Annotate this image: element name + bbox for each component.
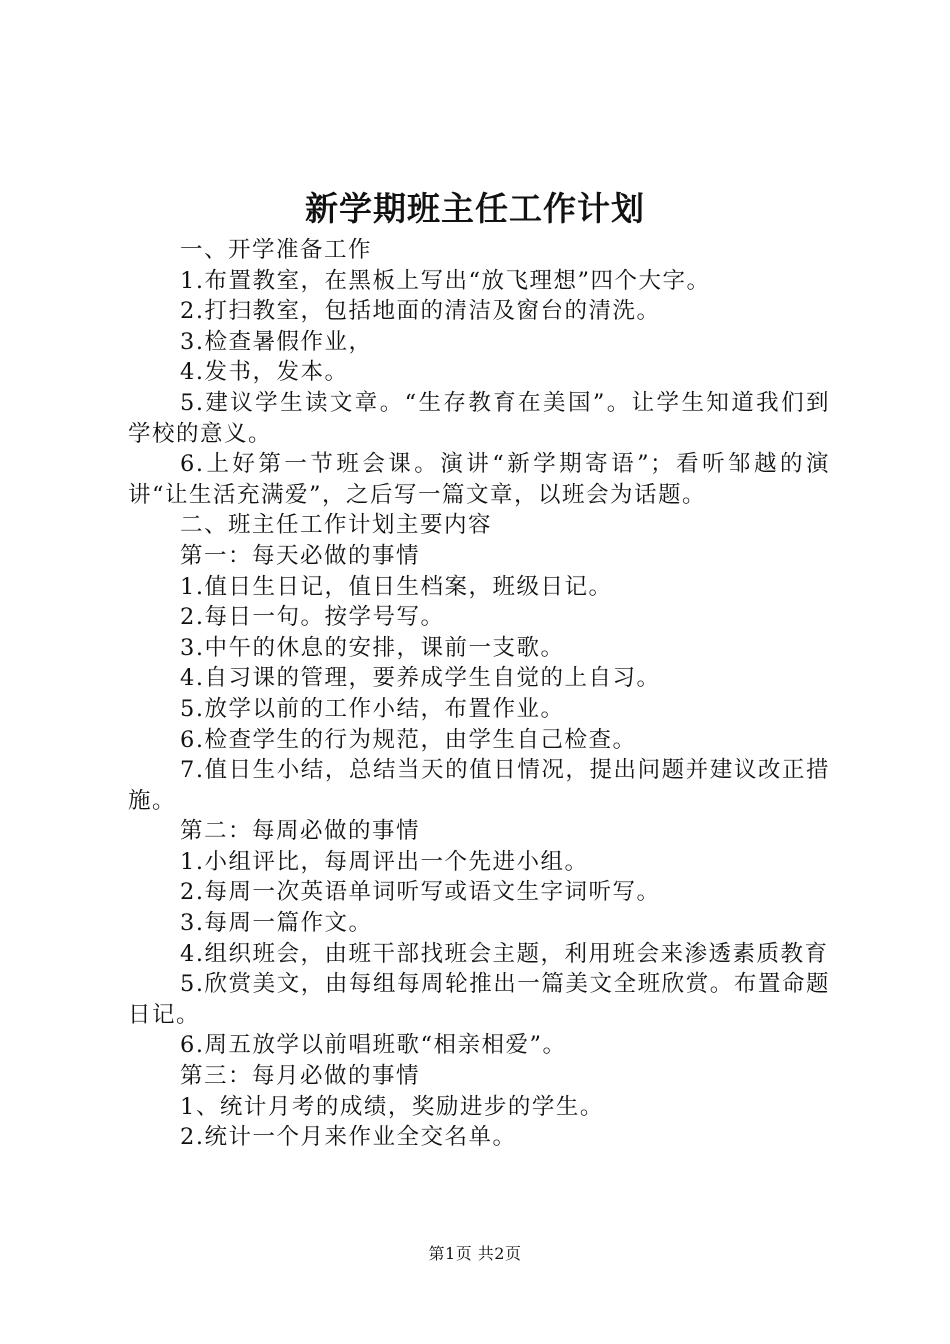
list-item: 4.自习课的管理，要养成学生自觉的上自习。 — [180, 665, 661, 692]
list-item: 1.小组评比，每周评出一个先进小组。 — [180, 848, 589, 875]
list-item: 4.发书，发本。 — [180, 359, 349, 386]
list-item: 1.值日生日记，值日生档案，班级日记。 — [180, 573, 613, 600]
list-item: 2.每周一次英语单词听写或语文生字词听写。 — [180, 879, 661, 906]
list-item: 2.打扫教室，包括地面的清洁及窗台的清洗。 — [180, 298, 661, 325]
subsection-heading: 第一：每天必做的事情 — [180, 542, 421, 569]
list-item: 3.每周一篇作文。 — [180, 910, 373, 937]
list-item: 5.建议学生读文章。“生存教育在美国”。让学生知道我们到学校的意义。 — [128, 389, 830, 447]
list-item: 4.组织班会，由班干部找班会主题，利用班会来渗透素质教育 — [180, 940, 829, 967]
list-item: 5.放学以前的工作小结，布置作业。 — [180, 695, 565, 722]
list-item: 1.布置教室，在黑板上写出“放飞理想”四个大字。 — [180, 267, 711, 294]
list-item: 1、统计月考的成绩，奖励进步的学生。 — [180, 1093, 604, 1120]
list-item: 6.上好第一节班会课。演讲“新学期寄语”；看听邹越的演讲“让生活充满爱”，之后写一篇文章，以班会为话题。 — [128, 451, 830, 508]
list-item: 2.每日一句。按学号写。 — [180, 604, 445, 631]
section-heading: 二、班主任工作计划主要内容 — [180, 512, 493, 539]
list-item: 2.统计一个月来作业全交名单。 — [180, 1124, 517, 1151]
list-item: 3.检查暑假作业， — [180, 328, 373, 355]
page-number-footer: 第1页 共2页 — [428, 1244, 522, 1263]
list-item: 6.检查学生的行为规范，由学生自己检查。 — [180, 726, 637, 753]
list-item: 3.中午的休息的安排，课前一支歌。 — [180, 634, 565, 661]
subsection-heading: 第三：每月必做的事情 — [180, 1063, 421, 1090]
document-body — [128, 235, 830, 1153]
list-item: 5.欣赏美文，由每组每周轮推出一篇美文全班欣赏。布置命题日记。 — [128, 971, 830, 1028]
document-title: 新学期班主任工作计划 — [305, 189, 645, 228]
list-item: 7.值日生小结，总结当天的值日情况，提出问题并建议改正措施。 — [128, 757, 830, 814]
list-item: 6.周五放学以前唱班歌“相亲相爱”。 — [180, 1032, 567, 1059]
subsection-heading: 第二：每周必做的事情 — [180, 818, 421, 845]
section-heading: 一、开学准备工作 — [180, 237, 373, 263]
